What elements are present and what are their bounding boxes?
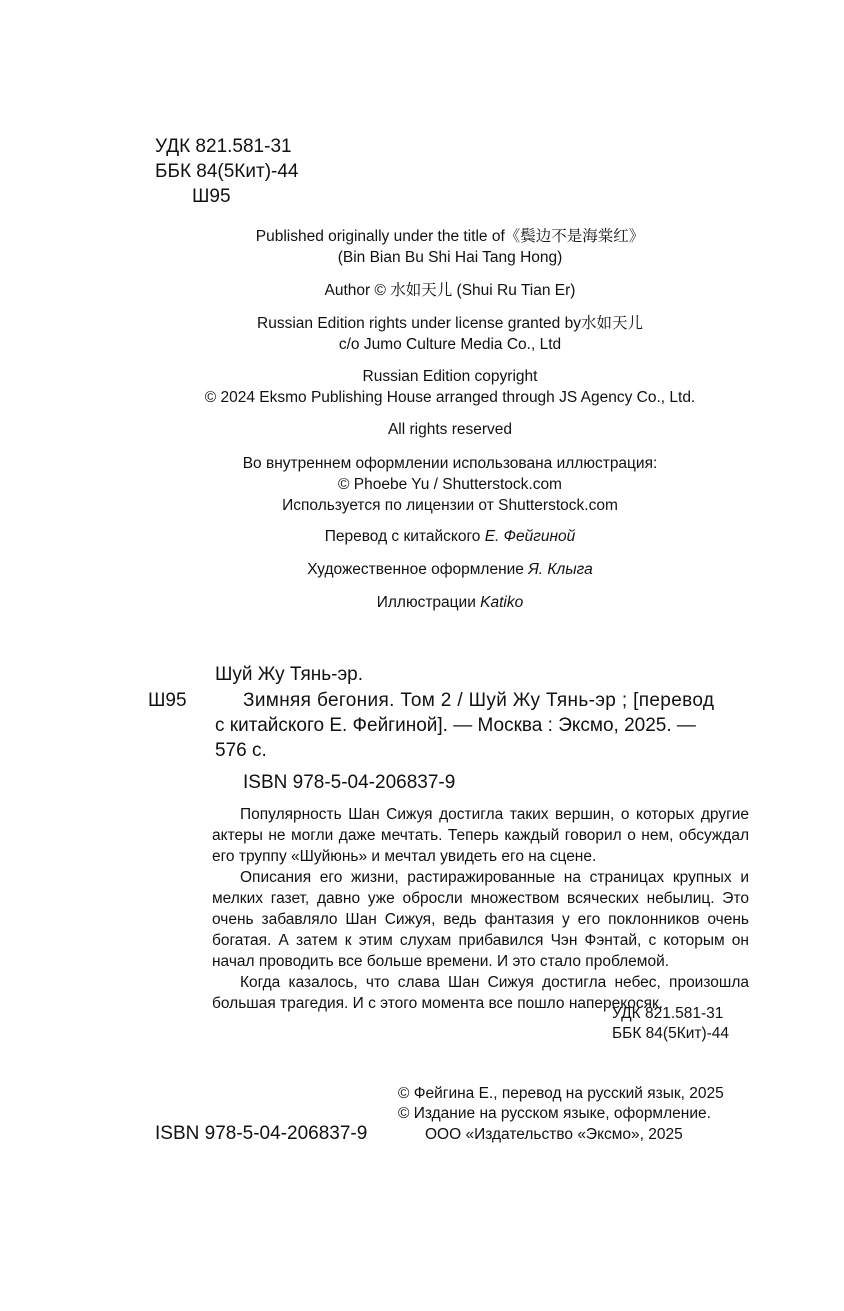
author-copyright-line: Author © 水如天儿 (Shui Ru Tian Er) bbox=[324, 282, 576, 299]
illustration-line-3: Используется по лицензии от Shutterstock.com bbox=[282, 497, 618, 514]
credits-rights bbox=[150, 313, 750, 355]
author-sign: Ш95 bbox=[192, 186, 231, 207]
illustrations-label: Иллюстрации bbox=[376, 594, 481, 611]
bbk-code: ББК 84(5Кит)-44 bbox=[155, 161, 299, 182]
all-rights-line: All rights reserved bbox=[387, 421, 513, 438]
credits-illustration bbox=[150, 453, 750, 516]
illustration-line-2: © Phoebe Yu / Shutterstock.com bbox=[338, 476, 562, 493]
catalog-author-heading: Шуй Жу Тянь-эр. bbox=[215, 664, 364, 685]
published-transliteration-line: (Bin Bian Bu Shi Hai Tang Hong) bbox=[337, 249, 563, 266]
bottom-bbk-code: ББК 84(5Кит)-44 bbox=[612, 1025, 730, 1042]
catalog-entry-line-1: Зимняя бегония. Том 2 / Шуй Жу Тянь-эр ; [перевод bbox=[243, 690, 715, 711]
credits-translation bbox=[150, 526, 750, 547]
translation-label: Перевод с китайского bbox=[324, 528, 485, 545]
footer-copyright-edition: © Издание на русском языке, оформление. bbox=[398, 1105, 711, 1122]
credits-published bbox=[150, 226, 750, 268]
annotation-paragraph-2: Описания его жизни, растиражированные на страницах крупных и мелких газет, давно уже обросли множеством всяческих небылиц. Это очень забавляло Шан Сижуя, ведь фантазия у его поклонников очень богатая. А затем к этим слухам прибавился Чэн Фэнтай, с которым он начал проводить все больше времени. И это стало проблемой. bbox=[212, 869, 749, 970]
credits-all-rights bbox=[150, 419, 750, 440]
designer-name: Я. Клыга bbox=[528, 561, 593, 578]
catalog-sign: Ш95 bbox=[148, 690, 187, 711]
credits-design bbox=[150, 559, 750, 580]
footer-isbn: ISBN 978-5-04-206837-9 bbox=[155, 1123, 368, 1144]
footer-copyright-translation: © Фейгина Е., перевод на русский язык, 2025 bbox=[398, 1085, 724, 1102]
annotation-paragraph-3: Когда казалось, что слава Шан Сижуя достигла небес, произошла большая трагедия. И с этого момента все пошло наперекосяк. bbox=[212, 974, 749, 1012]
bottom-udk-code: УДК 821.581-31 bbox=[612, 1005, 724, 1022]
footer-copyright-publisher: ООО «Издательство «Эксмо», 2025 bbox=[425, 1126, 683, 1143]
illustrator-name: Katiko bbox=[480, 594, 524, 611]
rights-line-2: c/o Jumo Culture Media Co., Ltd bbox=[338, 336, 562, 353]
rights-line-1: Russian Edition rights under license granted by水如天儿 bbox=[257, 315, 643, 332]
translator-name: Е. Фейгиной bbox=[484, 528, 576, 545]
credits-illustrations bbox=[150, 592, 750, 613]
catalog-entry-line-3: 576 с. bbox=[215, 740, 267, 761]
udk-code: УДК 821.581-31 bbox=[155, 136, 292, 157]
published-title-line: Published originally under the title of《鬓边不是海棠红》 bbox=[255, 228, 645, 245]
copyright-line-2: © 2024 Eksmo Publishing House arranged through JS Agency Co., Ltd. bbox=[204, 389, 696, 406]
illustration-line-1: Во внутреннем оформлении использована иллюстрация: bbox=[242, 455, 658, 472]
catalog-entry-line-2: с китайского Е. Фейгиной]. — Москва : Эксмо, 2025. — bbox=[215, 715, 696, 736]
design-label: Художественное оформление bbox=[307, 561, 529, 578]
catalog-isbn: ISBN 978-5-04-206837-9 bbox=[243, 772, 456, 793]
copyright-line-1: Russian Edition copyright bbox=[362, 368, 538, 385]
annotation bbox=[212, 804, 749, 1014]
credits-copyright bbox=[150, 366, 750, 408]
credits-author bbox=[150, 280, 750, 301]
annotation-paragraph-1: Популярность Шан Сижуя достигла таких вершин, о которых другие актеры не могли даже мечтать. Теперь каждый говорил о нем, обсуждал его труппу «Шуйюнь» и мечтал увидеть его на сцене. bbox=[212, 806, 749, 865]
